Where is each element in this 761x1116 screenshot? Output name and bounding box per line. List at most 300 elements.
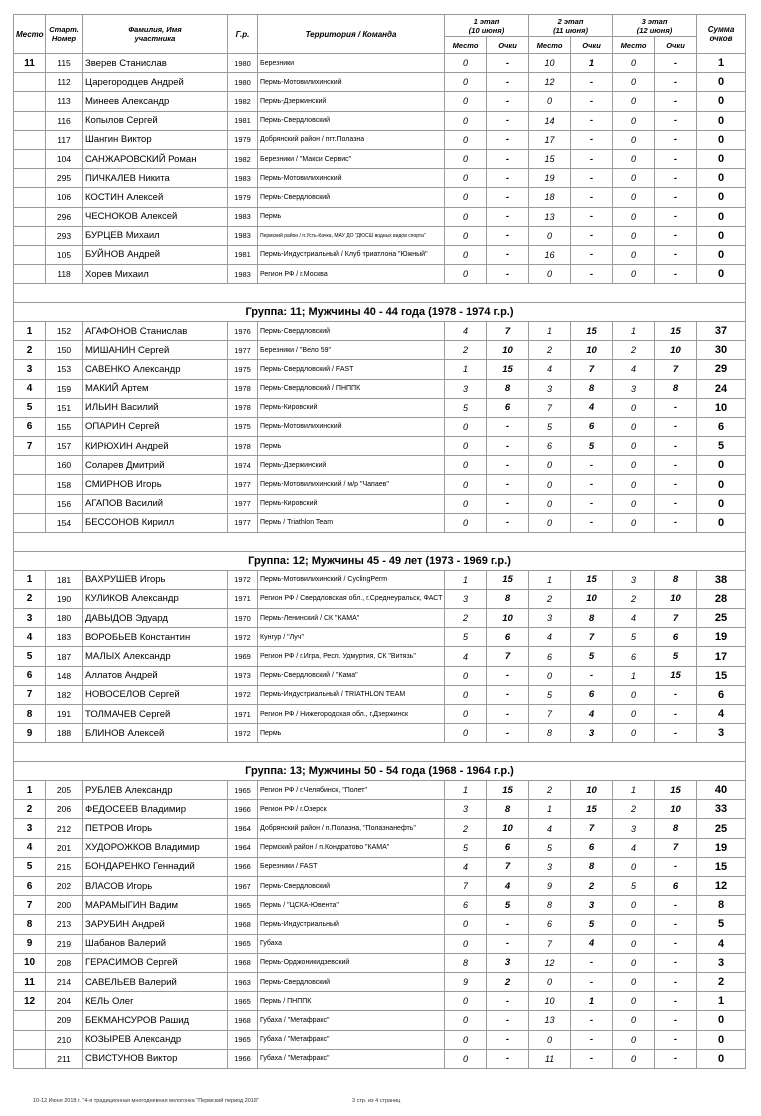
team-name: Регион РФ / г.Москва [258,265,445,284]
stage-3-points: 10 [655,341,697,360]
stage-2-points: 5 [571,915,613,934]
athlete-name: БЛИНОВ Алексей [83,724,228,743]
stage-2-points: - [571,149,613,168]
start-number-cell: 211 [46,1049,83,1068]
stage-1-place: 0 [445,992,487,1011]
start-number-cell: 151 [46,398,83,417]
stage-2-points: - [571,207,613,226]
stage-3-place: 0 [613,1049,655,1068]
team-name: Губаха / "Метафракс" [258,1030,445,1049]
stage-3-place: 0 [613,724,655,743]
stage-2-points: 5 [571,437,613,456]
stage-3-place: 0 [613,456,655,475]
stage-1-place: 0 [445,73,487,92]
table-row [14,398,746,417]
stage-3-points: - [655,456,697,475]
athlete-name: Зверев Станислав [83,54,228,73]
table-row [14,475,746,494]
stage-3-place: 0 [613,417,655,436]
stage-2-points: 15 [571,570,613,589]
start-number-cell: 104 [46,149,83,168]
stage-3-points: - [655,265,697,284]
stage-2-place: 17 [529,130,571,149]
stage-2-place: 1 [529,321,571,340]
total-points: 0 [697,169,746,188]
total-points: 3 [697,724,746,743]
stage-1-place: 0 [445,513,487,532]
total-points: 0 [697,92,746,111]
birth-year: 1981 [228,245,258,264]
athlete-name: БЕКМАНСУРОВ Рашид [83,1011,228,1030]
team-name: Пермь-Мотовилихинский [258,169,445,188]
start-number-cell: 202 [46,877,83,896]
birth-year: 1970 [228,609,258,628]
stage-3-place: 2 [613,589,655,608]
stage-1-points: - [487,1011,529,1030]
athlete-name: КОСТИН Алексей [83,188,228,207]
start-number-cell: 210 [46,1030,83,1049]
table-row [14,685,746,704]
stage-3-points: - [655,513,697,532]
stage-2-place: 13 [529,207,571,226]
group-header-row [14,302,746,321]
table-row [14,934,746,953]
team-name: Пермь-Мотовилихинский / м/р "Чапаев" [258,475,445,494]
group-header-row [14,761,746,780]
start-number-cell: 116 [46,111,83,130]
stage-2-points: 15 [571,800,613,819]
athlete-name: Аллатов Андрей [83,666,228,685]
stage-1-points: - [487,456,529,475]
place-cell: 6 [14,877,46,896]
birth-year: 1969 [228,647,258,666]
place-cell [14,130,46,149]
place-cell: 7 [14,437,46,456]
stage-3-points: - [655,111,697,130]
table-row [14,513,746,532]
header-place: Место [14,15,46,54]
place-cell: 1 [14,321,46,340]
birth-year: 1976 [228,321,258,340]
athlete-name: ЗАРУБИН Андрей [83,915,228,934]
table-row [14,265,746,284]
athlete-name: ВАХРУШЕВ Игорь [83,570,228,589]
stage-2-place: 1 [529,800,571,819]
birth-year: 1980 [228,73,258,92]
stage-2-place: 6 [529,647,571,666]
total-points: 5 [697,437,746,456]
stage-2-points: 6 [571,838,613,857]
stage-1-place: 4 [445,857,487,876]
stage-2-place: 3 [529,609,571,628]
stage-1-points: 6 [487,628,529,647]
table-header [14,15,746,54]
place-cell [14,513,46,532]
header-stage-1-place: Место [445,37,487,54]
footer-event: 10-12 Июня 2018 г. "4-я традиционная многодневная велогонка "Пермский период 2018" [33,1098,259,1104]
stage-2-points: 4 [571,705,613,724]
stage-3-place: 1 [613,666,655,685]
total-points: 3 [697,953,746,972]
place-cell [14,1049,46,1068]
stage-2-points: 15 [571,321,613,340]
team-name: Пермь-Свердловский / "Кама" [258,666,445,685]
athlete-name: ОПАРИН Сергей [83,417,228,436]
stage-2-points: - [571,245,613,264]
athlete-name: КИРЮХИН Андрей [83,437,228,456]
total-points: 0 [697,73,746,92]
stage-3-points: - [655,896,697,915]
place-cell: 4 [14,379,46,398]
spacer-cell [14,533,746,552]
team-name: Пермь [258,437,445,456]
table-row [14,226,746,245]
start-number-cell: 159 [46,379,83,398]
stage-2-place: 0 [529,666,571,685]
team-name: Пермь [258,207,445,226]
place-cell: 1 [14,570,46,589]
total-points: 37 [697,321,746,340]
stage-1-points: 8 [487,379,529,398]
stage-1-place: 6 [445,896,487,915]
stage-3-place: 0 [613,1030,655,1049]
birth-year: 1974 [228,456,258,475]
table-row [14,724,746,743]
stage-3-place: 0 [613,226,655,245]
total-points: 29 [697,360,746,379]
place-cell: 10 [14,953,46,972]
team-name: Пермь / "ЦСКА-Ювента" [258,896,445,915]
stage-3-place: 0 [613,149,655,168]
table-row [14,1049,746,1068]
stage-3-points: 7 [655,360,697,379]
place-cell [14,1011,46,1030]
stage-2-place: 9 [529,877,571,896]
stage-2-points: 8 [571,609,613,628]
stage-2-place: 3 [529,857,571,876]
stage-3-points: 8 [655,379,697,398]
stage-1-place: 1 [445,570,487,589]
stage-2-place: 0 [529,972,571,991]
athlete-name: АГАПОВ Василий [83,494,228,513]
athlete-name: САВЕЛЬЕВ Валерий [83,972,228,991]
start-number-cell: 150 [46,341,83,360]
stage-1-place: 0 [445,934,487,953]
stage-2-points: 7 [571,628,613,647]
birth-year: 1983 [228,265,258,284]
spacer-row [14,743,746,762]
stage-1-place: 9 [445,972,487,991]
place-cell: 9 [14,724,46,743]
table-row [14,169,746,188]
team-name: Пермь / Triathlon Team [258,513,445,532]
athlete-name: САВЕНКО Александр [83,360,228,379]
stage-3-place: 4 [613,838,655,857]
stage-3-points: - [655,245,697,264]
table-row [14,972,746,991]
start-number-cell: 155 [46,417,83,436]
stage-2-place: 8 [529,724,571,743]
header-stage-2-place: Место [529,37,571,54]
spacer-row [14,533,746,552]
birth-year: 1978 [228,437,258,456]
team-name: Пермь [258,724,445,743]
birth-year: 1982 [228,149,258,168]
table-row [14,666,746,685]
total-points: 0 [697,226,746,245]
stage-2-place: 5 [529,417,571,436]
table-row [14,437,746,456]
start-number-cell: 153 [46,360,83,379]
table-row [14,1011,746,1030]
birth-year: 1972 [228,685,258,704]
total-points: 17 [697,647,746,666]
stage-2-place: 14 [529,111,571,130]
stage-2-place: 0 [529,494,571,513]
stage-1-place: 3 [445,589,487,608]
table-row [14,111,746,130]
stage-2-place: 15 [529,149,571,168]
start-number-cell: 180 [46,609,83,628]
stage-1-points: - [487,1030,529,1049]
stage-3-points: - [655,149,697,168]
birth-year: 1965 [228,1030,258,1049]
table-row [14,417,746,436]
start-number-cell: 106 [46,188,83,207]
birth-year: 1972 [228,570,258,589]
stage-1-points: - [487,666,529,685]
birth-year: 1975 [228,360,258,379]
start-number-cell: 208 [46,953,83,972]
stage-2-points: - [571,666,613,685]
stage-3-place: 0 [613,54,655,73]
stage-2-points: - [571,1049,613,1068]
stage-2-place: 0 [529,92,571,111]
stage-3-place: 0 [613,992,655,1011]
start-number-cell: 214 [46,972,83,991]
stage-1-points: - [487,915,529,934]
table-row [14,379,746,398]
stage-1-points: - [487,417,529,436]
stage-2-place: 3 [529,379,571,398]
stage-2-points: - [571,169,613,188]
table-row [14,589,746,608]
stage-1-place: 0 [445,226,487,245]
stage-3-points: - [655,953,697,972]
stage-3-points: - [655,1011,697,1030]
stage-3-place: 2 [613,341,655,360]
start-number-cell: 113 [46,92,83,111]
stage-3-place: 0 [613,130,655,149]
place-cell [14,188,46,207]
stage-2-points: - [571,188,613,207]
start-number-cell: 219 [46,934,83,953]
stage-1-points: 7 [487,857,529,876]
stage-2-place: 2 [529,341,571,360]
group-header-row [14,551,746,570]
total-points: 0 [697,188,746,207]
place-cell: 4 [14,628,46,647]
team-name: Регион РФ / Свердловская обл., г.Среднеуральск, ФАСТ [258,589,445,608]
results-table [13,14,746,1069]
stage-1-points: 10 [487,609,529,628]
stage-3-points: - [655,705,697,724]
stage-3-place: 0 [613,934,655,953]
start-number-cell: 201 [46,838,83,857]
team-name: Пермь-Свердловский [258,321,445,340]
stage-2-place: 10 [529,992,571,1011]
team-name: Регион РФ / г.Челябинск, "Полет" [258,781,445,800]
start-number-cell: 187 [46,647,83,666]
stage-1-place: 0 [445,188,487,207]
athlete-name: НОВОСЕЛОВ Сергей [83,685,228,704]
place-cell [14,73,46,92]
stage-2-place: 0 [529,475,571,494]
stage-2-place: 6 [529,915,571,934]
place-cell: 12 [14,992,46,1011]
stage-3-place: 0 [613,188,655,207]
stage-1-place: 0 [445,685,487,704]
athlete-name: МАРАМЫГИН Вадим [83,896,228,915]
stage-3-points: - [655,226,697,245]
stage-2-points: 7 [571,819,613,838]
birth-year: 1975 [228,417,258,436]
stage-1-points: - [487,149,529,168]
team-name: Пермь-Кировский [258,398,445,417]
stage-2-place: 11 [529,1049,571,1068]
start-number-cell: 205 [46,781,83,800]
start-number-cell: 181 [46,570,83,589]
header-stage-3 [613,15,697,37]
stage-2-place: 1 [529,570,571,589]
athlete-name: Царегородцев Андрей [83,73,228,92]
stage-2-place: 7 [529,398,571,417]
group-title: Группа: 11; Мужчины 40 - 44 года (1978 - 1974 г.р.) [14,302,746,321]
place-cell: 5 [14,857,46,876]
stage-2-points: 7 [571,360,613,379]
athlete-name: МИШАНИН Сергей [83,341,228,360]
start-number-cell: 183 [46,628,83,647]
total-points: 4 [697,934,746,953]
table-row [14,896,746,915]
stage-3-points: 7 [655,838,697,857]
spacer-cell [14,284,746,303]
birth-year: 1972 [228,628,258,647]
athlete-name: АГАФОНОВ Станислав [83,321,228,340]
total-points: 30 [697,341,746,360]
athlete-name: Копылов Сергей [83,111,228,130]
place-cell: 1 [14,781,46,800]
team-name: Регион РФ / Нижегородская обл., г.Дзержинск [258,705,445,724]
stage-3-place: 0 [613,169,655,188]
stage-2-place: 0 [529,265,571,284]
stage-1-points: - [487,226,529,245]
stage-3-place: 5 [613,877,655,896]
birth-year: 1983 [228,169,258,188]
stage-1-place: 0 [445,456,487,475]
birth-year: 1968 [228,1011,258,1030]
start-number-cell: 209 [46,1011,83,1030]
total-points: 19 [697,838,746,857]
place-cell [14,1030,46,1049]
stage-1-points: - [487,92,529,111]
total-points: 1 [697,54,746,73]
team-name: Добрянский район / п.Полазна, "Полазнанефть" [258,819,445,838]
stage-1-place: 0 [445,1049,487,1068]
birth-year: 1965 [228,781,258,800]
stage-2-place: 2 [529,781,571,800]
start-number-cell: 204 [46,992,83,1011]
stage-1-place: 0 [445,130,487,149]
stage-1-points: - [487,513,529,532]
stage-3-points: 15 [655,321,697,340]
team-name: Березники / "Макси Сервис" [258,149,445,168]
total-points: 19 [697,628,746,647]
table-row [14,628,746,647]
stage-3-points: - [655,915,697,934]
start-number-cell: 156 [46,494,83,513]
team-name: Пермь-Индустриальный [258,915,445,934]
total-points: 12 [697,877,746,896]
team-name: Пермь-Свердловский [258,188,445,207]
stage-2-points: 10 [571,589,613,608]
stage-1-place: 2 [445,819,487,838]
athlete-name: Шангин Виктор [83,130,228,149]
stage-2-points: - [571,972,613,991]
stage-1-points: - [487,1049,529,1068]
athlete-name: БЕССОНОВ Кирилл [83,513,228,532]
stage-1-points: - [487,437,529,456]
stage-3-place: 5 [613,628,655,647]
stage-1-place: 0 [445,265,487,284]
team-name: Регион РФ / г.Озерск [258,800,445,819]
athlete-name: БУРЦЕВ Михаил [83,226,228,245]
stage-3-place: 0 [613,265,655,284]
stage-2-place: 0 [529,1030,571,1049]
team-name: Губаха [258,934,445,953]
footer-page-number: 3 стр. из 4 страниц [352,1098,401,1104]
table-row [14,245,746,264]
stage-1-points: 7 [487,647,529,666]
total-points: 8 [697,896,746,915]
birth-year: 1968 [228,953,258,972]
total-points: 0 [697,1011,746,1030]
table-row [14,838,746,857]
stage-1-place: 0 [445,1030,487,1049]
stage-1-place: 5 [445,398,487,417]
place-cell: 3 [14,360,46,379]
stage-1-place: 3 [445,379,487,398]
start-number-cell: 191 [46,705,83,724]
place-cell [14,149,46,168]
athlete-name: Минеев Александр [83,92,228,111]
stage-3-points: 10 [655,800,697,819]
total-points: 0 [697,1049,746,1068]
place-cell [14,207,46,226]
stage-1-place: 7 [445,877,487,896]
table-row [14,609,746,628]
stage-2-place: 5 [529,838,571,857]
birth-year: 1977 [228,475,258,494]
place-cell: 5 [14,647,46,666]
total-points: 6 [697,417,746,436]
group-title: Группа: 12; Мужчины 45 - 49 лет (1973 - 1969 г.р.) [14,551,746,570]
stage-3-points: - [655,685,697,704]
stage-3-points: - [655,169,697,188]
stage-2-points: 10 [571,341,613,360]
start-number-cell: 154 [46,513,83,532]
birth-year: 1979 [228,130,258,149]
